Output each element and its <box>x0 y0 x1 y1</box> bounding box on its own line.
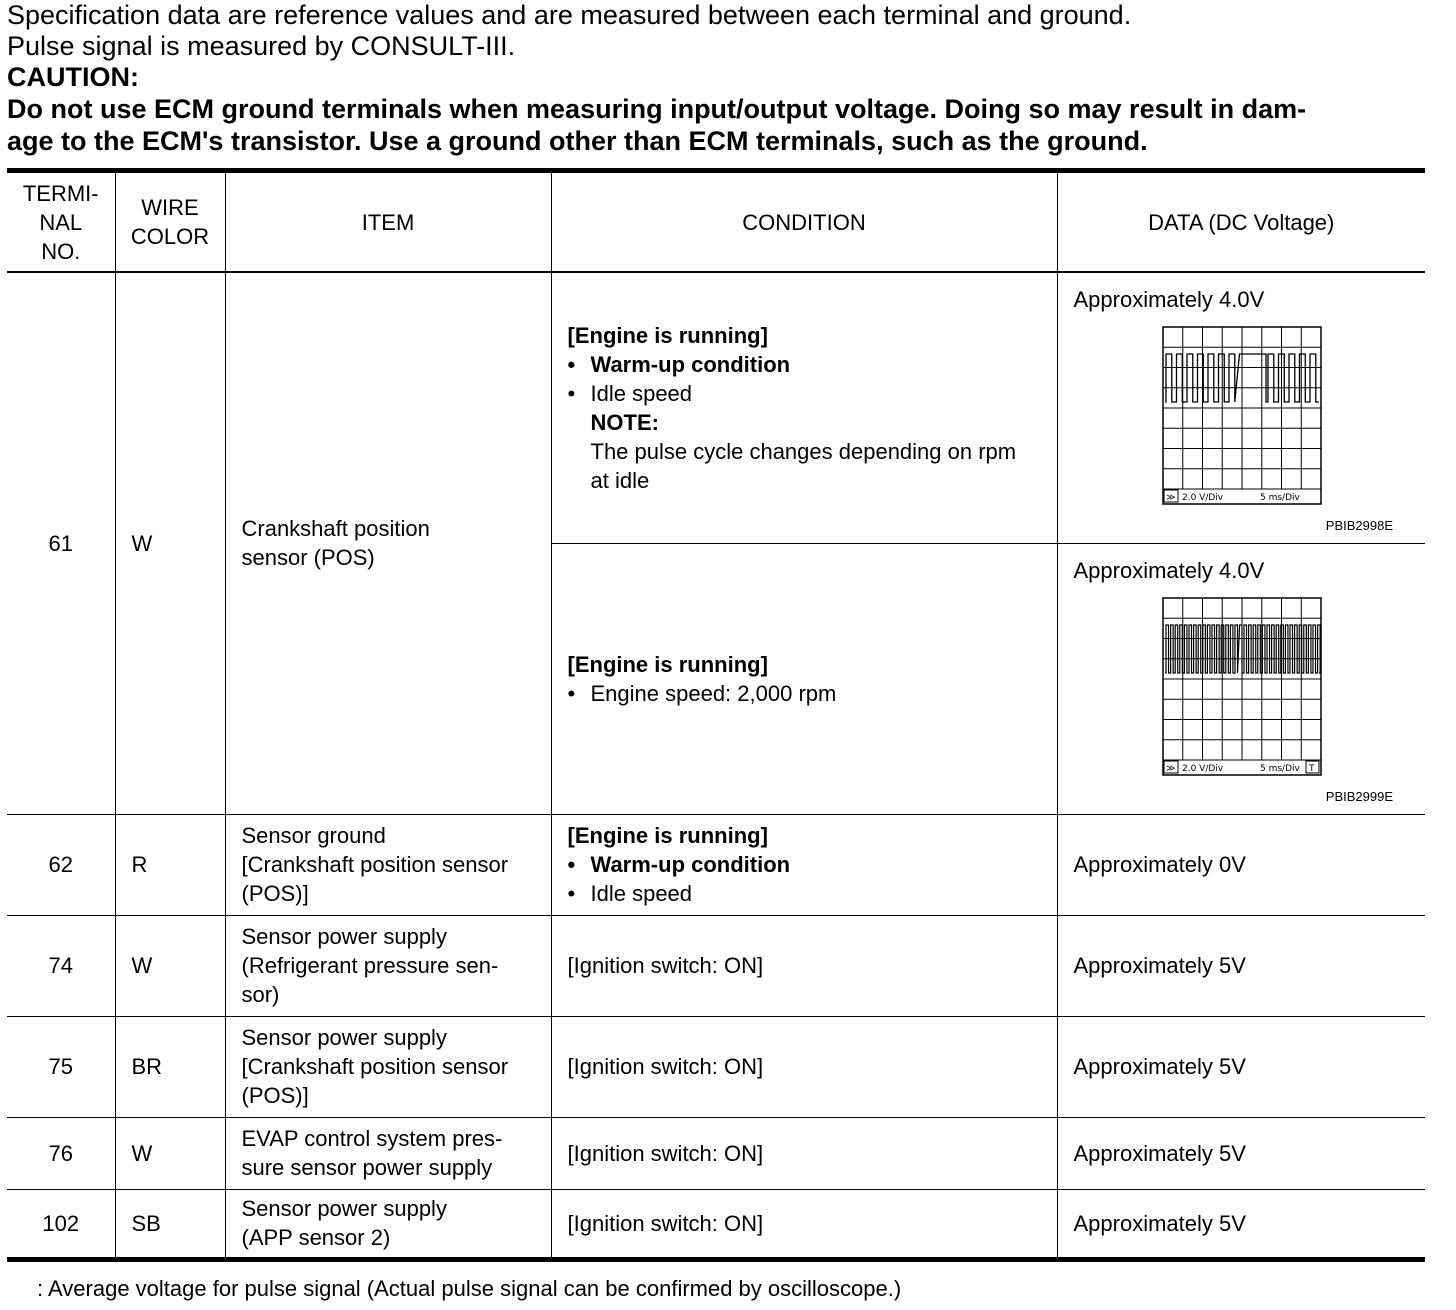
terminal-cell: 75 <box>7 1016 115 1117</box>
caution-line-1: Do not use ECM ground terminals when measuring input/output voltage. Doing so may result in dam- <box>7 94 1307 124</box>
table-row <box>7 1117 1425 1189</box>
condition-cell: [Engine is running] • Warm-up condition • Idle speed NOTE: The pulse cycle changes depending on rpm at idle <box>551 272 1057 543</box>
data-cell: Approximately 5V <box>1057 915 1425 1016</box>
item-cell: EVAP control system pres- sure sensor power supply <box>225 1117 551 1189</box>
condition-cell: [Ignition switch: ON] <box>551 1016 1057 1117</box>
wire-cell: W <box>115 1117 225 1189</box>
table-row <box>7 1016 1425 1117</box>
table-row <box>7 814 1425 915</box>
wire-cell: BR <box>115 1016 225 1117</box>
header-item: ITEM <box>225 171 551 273</box>
condition-cell: [Ignition switch: ON] <box>551 1117 1057 1189</box>
data-cell: Approximately 5V <box>1057 1016 1425 1117</box>
caution-line-2: age to the ECM's transistor. Use a ground other than ECM terminals, such as the ground. <box>7 126 1148 156</box>
scope-marker: ≫ <box>1165 763 1175 774</box>
condition-cell: [Ignition switch: ON] <box>551 1189 1057 1259</box>
scope-vdiv: 2.0 V/Div <box>1181 763 1223 774</box>
figure-id: PBIB2999E <box>1325 788 1393 804</box>
wire-cell: SB <box>115 1189 225 1259</box>
terminal-cell: 74 <box>7 915 115 1016</box>
ecm-terminal-table <box>7 168 1425 1262</box>
header-condition: CONDITION <box>551 171 1057 273</box>
scope-tdiv: 5 ms/Div <box>1259 763 1300 774</box>
caution-label: CAUTION: <box>7 62 139 92</box>
data-cell: Approximately 5V <box>1057 1189 1425 1259</box>
table-row <box>7 272 1425 543</box>
wire-cell: W <box>115 915 225 1016</box>
data-cell: Approximately 0V <box>1057 814 1425 915</box>
data-cell: Approximately 5V <box>1057 1117 1425 1189</box>
condition-cell: [Engine is running] • Warm-up condition • Idle speed <box>551 814 1057 915</box>
table-header-row <box>7 171 1425 273</box>
header-data: DATA (DC Voltage) <box>1057 171 1425 273</box>
item-cell: Sensor power supply (Refrigerant pressure sen- sor) <box>225 915 551 1016</box>
table-row <box>7 915 1425 1016</box>
header-terminal-no: TERMI- NAL NO. <box>7 171 115 273</box>
terminal-cell: 102 <box>7 1189 115 1259</box>
condition-cell: [Engine is running] • Engine speed: 2,000 rpm <box>551 543 1057 814</box>
spec-note: Specification data are reference values and are measured between each terminal and ground. <box>7 0 1132 30</box>
terminal-cell: 76 <box>7 1117 115 1189</box>
item-cell: Sensor power supply (APP sensor 2) <box>225 1189 551 1259</box>
scope-marker: ≫ <box>1165 493 1175 503</box>
data-cell: Approximately 4.0V ≫ 2.0 V/Div 5 ms/Div T PBIB2999E <box>1057 543 1425 814</box>
intro-block <box>7 0 1437 157</box>
table-row <box>7 1189 1425 1259</box>
figure-id: PBIB2998E <box>1325 517 1393 533</box>
pulse-note: Pulse signal is measured by CONSULT-III. <box>7 31 516 61</box>
wire-cell: R <box>115 814 225 915</box>
data-cell: Approximately 4.0V ≫ 2.0 V/Div 5 ms/Div PBIB2998E <box>1057 272 1425 543</box>
scope-vdiv: 2.0 V/Div <box>1181 493 1223 503</box>
oscilloscope-waveform-2000rpm <box>1162 597 1322 776</box>
scope-tdiv: 5 ms/Div <box>1259 493 1300 503</box>
scope-trigger: T <box>1308 763 1314 774</box>
item-cell: Crankshaft position sensor (POS) <box>225 272 551 814</box>
condition-cell: [Ignition switch: ON] <box>551 915 1057 1016</box>
footnote: : Average voltage for pulse signal (Actual pulse signal can be confirmed by oscilloscope.) <box>37 1276 902 1301</box>
header-wire-color: WIRE COLOR <box>115 171 225 273</box>
item-cell: Sensor ground [Crankshaft position sensor (POS)] <box>225 814 551 915</box>
oscilloscope-waveform-idle <box>1162 326 1322 505</box>
terminal-cell: 62 <box>7 814 115 915</box>
item-cell: Sensor power supply [Crankshaft position sensor (POS)] <box>225 1016 551 1117</box>
terminal-cell: 61 <box>7 272 115 814</box>
wire-cell: W <box>115 272 225 814</box>
